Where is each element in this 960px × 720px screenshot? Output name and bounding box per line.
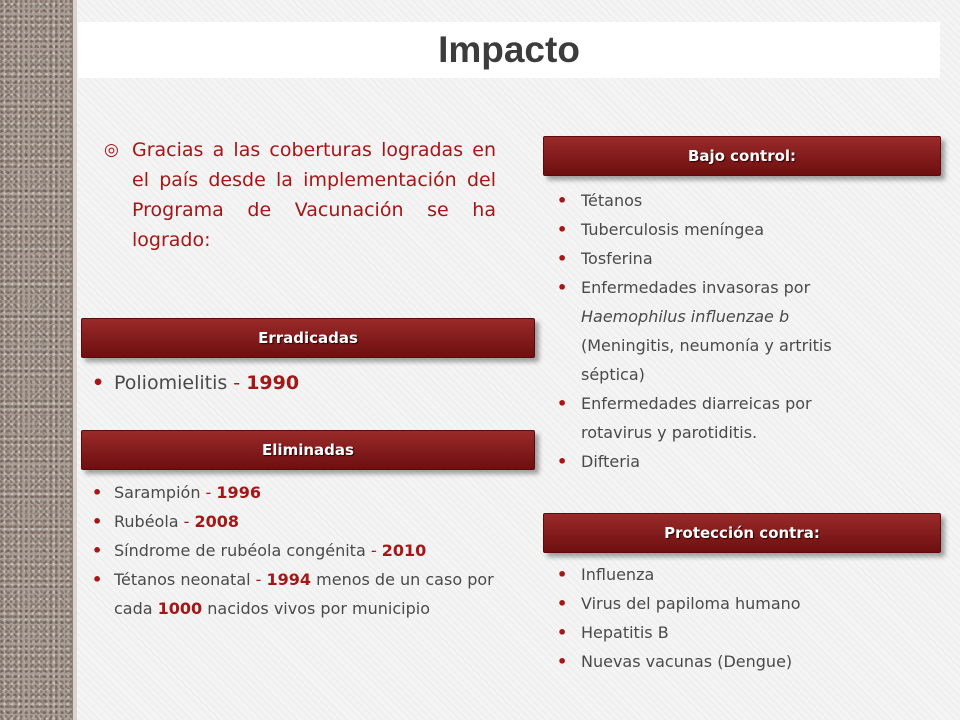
item-year: 2010 [381,541,427,560]
item-text: Virus del papiloma humano [581,594,801,613]
list-item [555,647,885,676]
proteccion-header [543,513,941,553]
eliminadas-header-label: Eliminadas [262,441,354,459]
item-name: Sarampión [114,483,201,502]
item-text: Tosferina [581,249,653,268]
bullet-icon: • [557,220,568,239]
granite-side-border [0,0,72,720]
bajo-control-list [555,186,885,476]
item-sep: - [365,541,382,560]
item-text: Difteria [581,452,641,471]
bullet-icon: • [92,541,103,560]
item-year: 1994 [266,570,312,589]
erradicadas-header [81,318,535,358]
list-item [555,589,885,618]
eliminadas-header [81,430,535,470]
proteccion-header-label: Protección contra: [664,524,820,542]
bullet-icon: • [557,249,568,268]
item-name: Rubéola [114,512,179,531]
bullet-icon: • [557,623,568,642]
item-text: Tuberculosis meníngea [581,220,765,239]
item-number: 1000 [157,599,203,618]
erradicadas-list [88,368,528,398]
item-sep: - [200,483,217,502]
list-item [88,507,498,536]
list-item [555,618,885,647]
list-item [555,389,885,447]
item-year: 1990 [246,372,300,394]
item-text: Enfermedades invasoras por [581,278,811,297]
bullet-icon: • [92,483,103,502]
list-item [555,560,885,589]
bullet-icon: • [92,512,103,531]
item-italic-text: Haemophilus influenzae b [581,307,790,326]
item-detail: menos de un caso por cada [114,570,494,618]
item-sep: - [178,512,195,531]
list-item [555,447,885,476]
list-item [555,244,885,273]
item-year: 1996 [216,483,261,502]
item-detail-end: nacidos vivos por municipio [202,599,430,618]
erradicadas-header-label: Erradicadas [258,329,358,347]
list-item [88,368,528,398]
list-item [88,478,498,507]
side-border-edge [72,0,77,720]
bullet-icon: • [557,652,568,671]
bullet-icon: • [92,570,103,589]
item-name: Tétanos neonatal [114,570,251,589]
item-sep: - [250,570,267,589]
item-year: 2008 [194,512,240,531]
item-text: Tétanos [581,191,643,210]
list-item [555,273,885,389]
bullet-icon: • [557,452,568,471]
bullet-icon: • [92,372,105,394]
item-name: Poliomielitis [114,372,228,394]
bajo-control-header [543,136,941,176]
bajo-control-header-label: Bajo control: [687,147,797,165]
page-title: Impacto [438,29,580,70]
bullet-icon: • [557,191,568,210]
item-name: Síndrome de rubéola congénita [114,541,366,560]
title-bar [78,22,940,78]
list-item [88,565,498,623]
item-sep: - [227,372,247,394]
item-text-end: (Meningitis, neumonía y artritis séptica) [581,336,832,384]
list-item [88,536,498,565]
item-text: Influenza [581,565,655,584]
intro-paragraph [104,135,496,255]
bullet-icon: • [557,565,568,584]
list-item [555,186,885,215]
item-text: Enfermedades diarreicas por rotavirus y parotiditis. [581,394,812,442]
bullet-icon: • [557,394,568,413]
target-bullet-icon: ◎ [104,140,119,160]
list-item [555,215,885,244]
item-text: Hepatitis B [581,623,669,642]
item-text: Nuevas vacunas (Dengue) [581,652,793,671]
bullet-icon: • [557,594,568,613]
eliminadas-list [88,478,498,623]
bullet-icon: • [557,278,568,297]
proteccion-list [555,560,885,676]
intro-text: Gracias a las coberturas logradas en el país desde la implementación del Programa de Vacunación se ha logrado: [132,139,496,251]
